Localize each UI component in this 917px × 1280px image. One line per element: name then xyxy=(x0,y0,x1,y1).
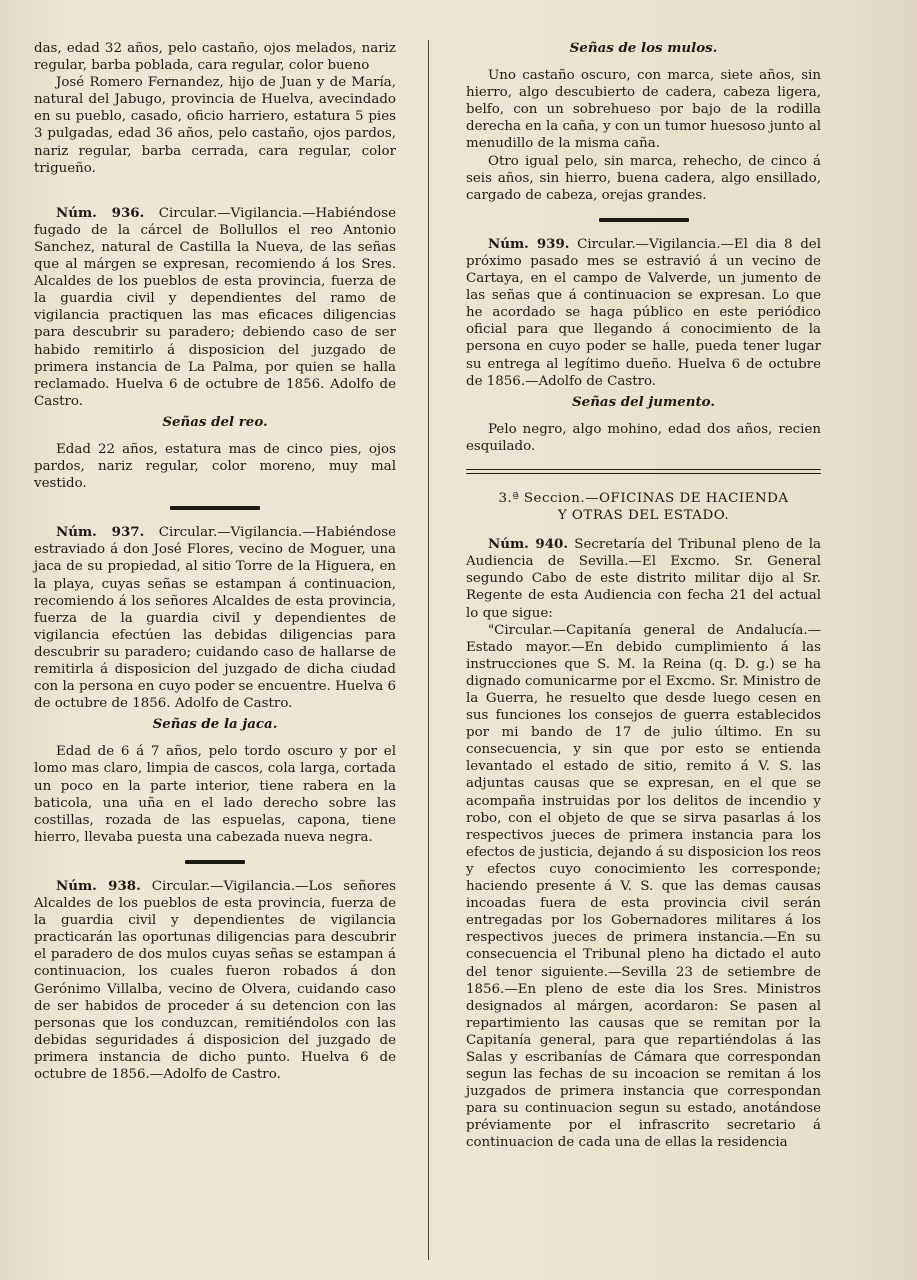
notice-text: Circular.—Vigilancia.—Habiéndose estraviado á don José Flores, vecino de Moguer, una jaca de su propiedad, al sitio Torre de la Higuera, en la playa, cuyas señas se estampan á continuacion, recomiendo á los señores Alcaldes de esta provincia, fuerza de la guardia civil y dependientes de vigilancia efectúen las debidas diligencias para descubrir su paradero; cuidando caso de hallarse de remitirla á disposicion del juzgado de dicha ciudad con la persona en cuyo poder se encuentre. Huelva 6 de octubre de 1856. Adolfo de Castro. xyxy=(34,525,396,712)
paragraph: José Romero Fernandez, hijo de Juan y de María, natural del Jabugo, provincia de Huelva, avecindado en su pueblo, casado, oficio harriero, estatura 5 pies 3 pulgadas, edad 36 años, pelo castaño, ojos pardos, nariz regular, barba cerrada, cara regular, color trigueño. xyxy=(34,75,396,176)
fugitive-description-continued xyxy=(34,40,396,177)
right-column xyxy=(466,40,821,1152)
notice-number: Núm. 937. xyxy=(56,524,145,541)
section-heading: Señas del reo. xyxy=(162,413,268,430)
section-heading: Señas del jumento. xyxy=(572,393,715,410)
section-heading: Señas de los mulos. xyxy=(569,40,718,56)
notice-number: Núm. 940. xyxy=(488,536,569,553)
notice-937 xyxy=(34,524,396,846)
column-divider xyxy=(428,40,429,1260)
section-rule xyxy=(466,469,821,474)
notice-number: Núm. 936. xyxy=(56,204,145,221)
quoted-circular: "Circular.—Capitanía general de Andalucía.—Estado mayor.—En debido cumplimiento á las instrucciones que S. M. la Reina (q. D. g.) se ha dignado comunicarme por el Excmo. Sr. Ministro de la Guerra, he resuelto que desde luego cesen en sus funciones los consejos de guerra establecidos por mi bando de 17 de julio último. En su consecuencia, y sin que por esto se entienda levantado el estado de sitio, remito á V. S. las adjuntas causas que se expresan, en el que se acompaña instruidas por los delitos de incendio y robo, con el objeto de que se sirva pasarlas á los respectivos jueces de primera instancia para los efectos de justicia, dejando á su disposicion los reos y efectos cuyo conocimiento les corresponde; haciendo presente á V. S. que las demas causas incoadas fuera de esta provincia civil serán entregadas por los Gobernadores militares á los respectivos jueces de primera instancia.—En su consecuencia el Tribunal pleno ha dictado el auto del tenor siguiente.—Sevilla 23 de setiembre de 1856.—En pleno de este dia los Sres. Ministros designados al márgen, acordaron: Se pasen al repartimiento las causas que se remitan por la Capitanía general, para que repartiéndolas á las Salas y escribanías de Cámara que correspondan segun las fechas de su incoacion se remitan á los juzgados de primera instancia que correspondan para su continuacion segun su estado, anotándose préviamente por el infrascrito secretario á continuacion de cada una de ellas la residencia xyxy=(466,622,821,1151)
notice-text: Circular.—Vigilancia.—Habiéndose fugado de la cárcel de Bollullos el reo Antonio Sanchez, natural de Castilla la Nueva, de las señas que al márgen se expresan, recomiendo á los Sres. Alcaldes de los pueblos de esta provincia, fuerza de la guardia civil y dependientes del ramo de vigilancia practiquen las mas eficaces diligencias para descubrir su paradero; debiendo caso de ser habido remitirlo á disposicion del juzgado de primera instancia de La Palma, por quien se halla reclamado. Huelva 6 de octubre de 1856. Adolfo de Castro. xyxy=(34,205,396,409)
notice-936 xyxy=(34,205,396,493)
section-title-line: 3.ª Seccion.—OFICINAS DE HACIENDA xyxy=(498,490,789,506)
notice-number: Núm. 939. xyxy=(488,235,570,252)
paragraph: das, edad 32 años, pelo castaño, ojos melados, nariz regular, barba poblada, cara regular, color bueno xyxy=(34,41,396,74)
notice-number: Núm. 938. xyxy=(56,877,141,894)
section-title-line: Y OTRAS DEL ESTADO. xyxy=(557,508,730,524)
notice-text: Secretaría del Tribunal pleno de la Audiencia de Sevilla.—El Excmo. Sr. General segundo Cabo de este distrito militar dijo al Sr. Regente de esta Audiencia con fecha 21 del actual lo que sigue: xyxy=(466,537,821,621)
notice-938 xyxy=(34,878,396,1083)
section-title xyxy=(466,490,821,524)
notice-939 xyxy=(466,236,821,455)
description-text: Otro igual pelo, sin marca, rehecho, de cinco á seis años, sin hierro, buena cadera, algo ensillado, cargado de cabeza, orejas grandes. xyxy=(466,153,821,203)
mules-description xyxy=(466,67,821,204)
separator-rule xyxy=(599,218,689,222)
description-text: Pelo negro, algo mohino, edad dos años, recien esquilado. xyxy=(466,421,821,454)
description-text: Uno castaño oscuro, con marca, siete años, sin hierro, algo descubierto de cadera, cabeza ligera, belfo, con un sobrehueso por bajo de la rodilla derecha en la caña, y con un tumor huesoso junto al menudillo de la misma caña. xyxy=(466,68,821,152)
separator-rule xyxy=(170,506,260,510)
description-text: Edad de 6 á 7 años, pelo tordo oscuro y por el lomo mas claro, limpia de cascos, cola larga, cortada un poco en la parte interior, tiene rabera en la baticola, una uña en el lado derecho sobre las costillas, rozada de las espuelas, capona, tiene hierro, llevaba puesta una cabezada nueva negra. xyxy=(34,744,396,845)
section-heading: Señas de la jaca. xyxy=(152,716,278,733)
left-column xyxy=(34,40,396,1083)
notice-text: Circular.—Vigilancia.—El dia 8 del próximo pasado mes se estravió á un vecino de Cartaya, en el campo de Valverde, un jumento de las señas que á continuacion se expresan. Lo que he acordado se haga público en este periódico oficial para que llegando á conocimiento de la persona en cuyo poder se halle, pueda tener lugar su entrega al legítimo dueño. Huelva 6 de octubre de 1856.—Adolfo de Castro. xyxy=(466,236,821,389)
description-text: Edad 22 años, estatura mas de cinco pies, ojos pardos, nariz regular, color moreno, muy mal vestido. xyxy=(34,441,396,492)
notice-940 xyxy=(466,536,821,1151)
notice-text: Circular.—Vigilancia.—Los señores Alcaldes de los pueblos de esta provincia, fuerza de la guardia civil y dependientes de vigilancia practicarán las oportunas diligencias para descubrir el paradero de dos mulos cuyas señas se estampan á continuacion, los cuales fueron robados á don Gerónimo Villalba, vecino de Olvera, cuidando caso de ser habidos de proceder á su detencion con las personas que los conduzcan, remitiéndolos con las debidas seguridades á disposicion del juzgado de primera instancia de dicho punto. Huelva 6 de octubre de 1856.—Adolfo de Castro. xyxy=(34,878,396,1082)
separator-rule xyxy=(185,860,245,864)
